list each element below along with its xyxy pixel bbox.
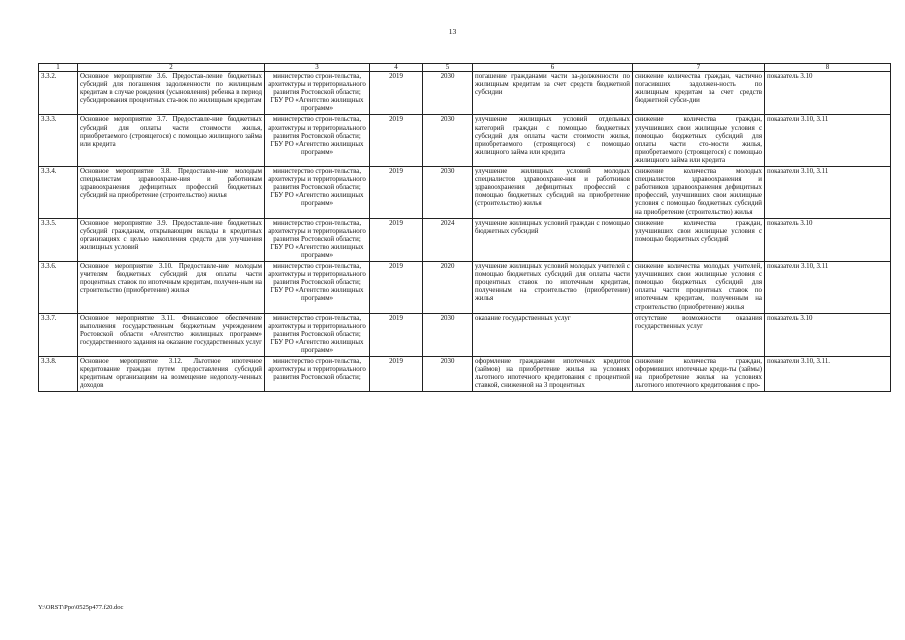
table-row: [39, 115, 891, 167]
measure-code: 3.3.8.: [39, 357, 78, 392]
column-number: 4: [370, 64, 423, 72]
column-number: 7: [633, 64, 765, 72]
related-indicators: показатели 3.10, 3.11.: [765, 357, 891, 392]
column-number: 1: [39, 64, 78, 72]
expected-result: улучшение жилищных условий отдельных категорий граждан с помощью бюджетных субсидий для оплаты части стоимости жилья, приобретаемого (строящегося) с помощью жилищного займа или кредита: [473, 115, 633, 167]
program-measures-table: [38, 63, 891, 392]
measure-executor: министерство строи-тельства, архитектуры и территориального развития Ростовской области; ГБУ РО «Агентство жилищных программ»: [265, 115, 370, 167]
related-indicators: показатель 3.10: [765, 313, 891, 356]
measure-description: Основное мероприятие 3.7. Предоставле-ние бюджетных субсидий для оплаты части стоимости жилья, приобретаемого (строящегося) с помощью жилищного займа или кредита: [78, 115, 265, 167]
page-number: 13: [448, 27, 457, 36]
column-number-header-row: [39, 64, 891, 72]
measure-code: 3.3.7.: [39, 313, 78, 356]
measure-description: Основное мероприятие 3.12. Льготное ипотечное кредитование граждан путем предоставления субсидий кредитным организациям на возмещение недополу-ченных доходов: [78, 357, 265, 392]
non-implementation-consequences: снижение количества граждан, улучшивших свои жилищные условия с помощью бюджетных субсидий для оплаты части сто-мости жилья, приобретаемого (строящегося) с помощью жилищного займа или кредита: [633, 115, 765, 167]
related-indicators: показатель 3.10: [765, 218, 891, 261]
column-number: 2: [78, 64, 265, 72]
related-indicators: показатели 3.10, 3.11: [765, 167, 891, 219]
end-year: 2030: [423, 357, 473, 392]
end-year: 2030: [423, 72, 473, 115]
column-number: 6: [473, 64, 633, 72]
related-indicators: показатели 3.10, 3.11: [765, 115, 891, 167]
measure-description: Основное мероприятие 3.6. Предостав-ление бюджетных субсидий для погашения задолженности по жилищным кредитам в случае рождения (усыновления) ребенка в период субсидирования процентных ста-вок по жилищным кредитам: [78, 72, 265, 115]
start-year: 2019: [370, 167, 423, 219]
column-number: 8: [765, 64, 891, 72]
non-implementation-consequences: снижение количества молодых учителей, улучшивших свои жилищные условия с помощью бюджетных субсидий для оплаты части процентных ставок по ипотечным кредитам, полученным на строительство (приобретение) жилья: [633, 262, 765, 314]
end-year: 2030: [423, 115, 473, 167]
end-year: 2030: [423, 167, 473, 219]
non-implementation-consequences: снижение количества граждан, улучшивших свои жилищные условия с помощью бюджетных субсидий: [633, 218, 765, 261]
table-row: [39, 218, 891, 261]
measure-description: Основное мероприятие 3.8. Предоставле-ние молодым специалистам здравоохране-ния и работникам здравоохранения дефицитных профессий бюджетных субсидий на приобретение (строительство) жилья: [78, 167, 265, 219]
measure-executor: министерство строи-тельства, архитектуры и территориального развития Ростовской области; ГБУ РО «Агентство жилищных программ»: [265, 218, 370, 261]
start-year: 2019: [370, 262, 423, 314]
table-container: [38, 63, 891, 597]
end-year: 2020: [423, 262, 473, 314]
measure-code: 3.3.6.: [39, 262, 78, 314]
non-implementation-consequences: снижение количества граждан, частично погасивших задолжен-ность по жилищным кредитам за счет средств бюджетной субси-дии: [633, 72, 765, 115]
measure-description: Основное мероприятие 3.9. Предоставле-ние бюджетных субсидий гражданам, открывающим вклады в кредитных организациях с целью накопления средств для улучшения жилищных условий: [78, 218, 265, 261]
measure-code: 3.3.5.: [39, 218, 78, 261]
table-row: [39, 167, 891, 219]
table-row: [39, 313, 891, 356]
non-implementation-consequences: снижение количества молодых специалистов здравоохранения и работников здравоохранения дефицитных профессий, улучшивших свои жилищные условия с помощью бюджетных субсидий на приобретение (строительство) жилья: [633, 167, 765, 219]
expected-result: оказание государственных услуг: [473, 313, 633, 356]
non-implementation-consequences: отсутствие возможности оказания государственных услуг: [633, 313, 765, 356]
non-implementation-consequences: снижение количества граждан, оформивших ипотечные креди-ты (займы) на приобретение жилья на условиях льготного ипотечного кредитования с про-: [633, 357, 765, 392]
start-year: 2019: [370, 313, 423, 356]
end-year: 2030: [423, 313, 473, 356]
column-number: 5: [423, 64, 473, 72]
expected-result: улучшение жилищных условий граждан с помощью бюджетных субсидий: [473, 218, 633, 261]
file-path-footer: Y:\ORST\Ppo\0525p477.f20.doc: [38, 604, 124, 611]
measure-description: Основное мероприятие 3.10. Предоставле-ние молодым учителям бюджетных субсидий для оплаты части процентных ставок по ипотечным кредитам, получен-ным на строительство (приобретение) жилья: [78, 262, 265, 314]
start-year: 2019: [370, 115, 423, 167]
related-indicators: показатель 3.10: [765, 72, 891, 115]
measure-code: 3.3.2.: [39, 72, 78, 115]
measure-executor: министерство строи-тельства, архитектуры и территориального развития Ростовской области;: [265, 357, 370, 392]
start-year: 2019: [370, 218, 423, 261]
expected-result: улучшение жилищных условий молодых учителей с помощью бюджетных субсидий для оплаты части процентных ставок по ипотечным кредитам, полученным на строительство (приобретение) жилья: [473, 262, 633, 314]
measure-code: 3.3.4.: [39, 167, 78, 219]
table-row: [39, 357, 891, 392]
expected-result: погашение гражданами части за-долженности по жилищным кредитам за счет средств бюджетной субсидии: [473, 72, 633, 115]
related-indicators: показатели 3.10, 3.11: [765, 262, 891, 314]
expected-result: оформление гражданами ипотечных кредитов (займов) на приобретение жилья на условиях льготного ипотечного кредитования с процентной ставкой, сниженной на 3 процентных: [473, 357, 633, 392]
table-row: [39, 262, 891, 314]
measure-executor: министерство строи-тельства, архитектуры и территориального развития Ростовской области; ГБУ РО «Агентство жилищных программ»: [265, 313, 370, 356]
expected-result: улучшение жилищных условий молодых специалистов здравоохране-ния и работников здравоохранения дефицитных профессий с помощью бюджетных субсидий на приобретение (строительство) жилья: [473, 167, 633, 219]
column-number: 3: [265, 64, 370, 72]
end-year: 2024: [423, 218, 473, 261]
measure-executor: министерство строи-тельства, архитектуры и территориального развития Ростовской области; ГБУ РО «Агентство жилищных программ»: [265, 167, 370, 219]
measure-executor: министерство строи-тельства, архитектуры и территориального развития Ростовской области; ГБУ РО «Агентство жилищных программ»: [265, 262, 370, 314]
measure-executor: министерство строи-тельства, архитектуры и территориального развития Ростовской области; ГБУ РО «Агентство жилищных программ»: [265, 72, 370, 115]
table-row: [39, 72, 891, 115]
start-year: 2019: [370, 72, 423, 115]
measure-description: Основное мероприятие 3.11. Финансовое обеспечение выполнения государственным бюджетным учреждением Ростовской области «Агентство жилищных программ» государственного задания на оказание государственных услуг: [78, 313, 265, 356]
start-year: 2019: [370, 357, 423, 392]
measure-code: 3.3.3.: [39, 115, 78, 167]
